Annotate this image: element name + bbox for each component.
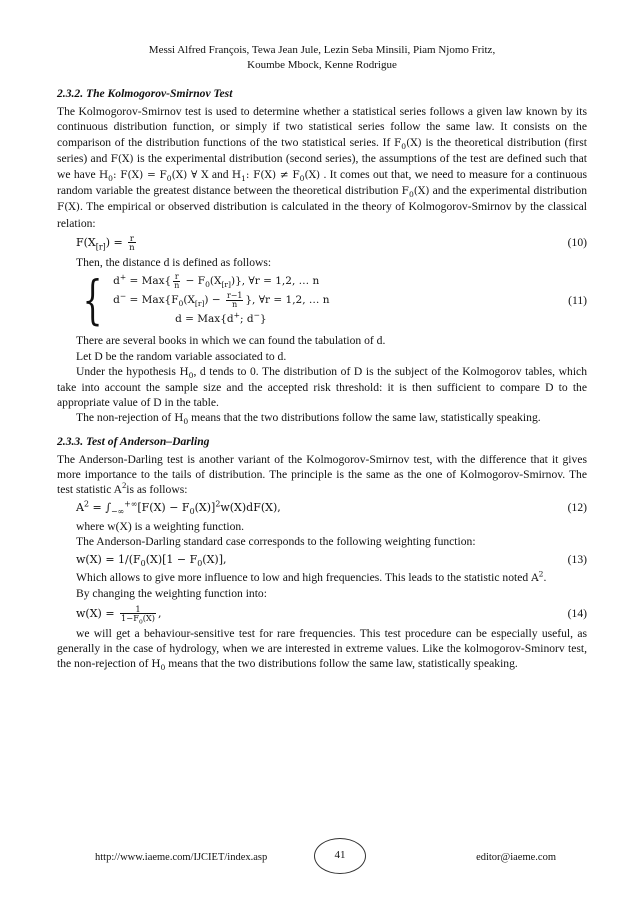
equation-number: (10) bbox=[567, 236, 587, 250]
where-text: where w(X) is a weighting function. bbox=[76, 519, 245, 533]
equation-number: (11) bbox=[568, 294, 587, 308]
page-content bbox=[57, 86, 587, 673]
final-paragraph: we will get a behaviour-sensitive test for rare frequencies. This test procedure can be especially useful, as generally in the case of hydrology, when we are interested in extreme values. Like the kolmogorov-Sminorv test, the non-rejection of $H_0$ means that the two distributions follow the same law, statistically speaking. bbox=[57, 626, 587, 673]
section-heading-ad: 2.3.3. Test of Anderson–Darling bbox=[57, 434, 210, 448]
then-text: Then, the distance d is defined as follows: bbox=[76, 256, 272, 270]
ad-paragraph-1: The Anderson-Darling test is another variant of the Kolmogorov-Smirnov test, with the difference that it gives more importance to the tails of distribution. The principle is the same as the one of Kolmogorov-Smirnov. The test statistic $A^2is$ as follows: bbox=[57, 452, 587, 497]
which-allows-text: Which allows to give more influence to low and high frequencies. This leads to the statistic noted $A^2$. bbox=[76, 569, 547, 585]
standard-case-text: The Anderson-Darling standard case corresponds to the following weighting function: bbox=[76, 534, 476, 548]
ks-paragraph-1: The Kolmogorov-Smirnov test is used to determine whether a statistical series follows a given law known by its continuous distribution function, or simply if two statistical series follow the same law. It consists on the comparison of the distribution functions of the two statistical series. If $F_0(X)$ is the theoretical distribution (first series) and F(X) is the experimental distribution (second series), the assumptions of the test are defined such that we have $H_0$: $F(X) = F_0(X)$ ∀ X and $H_1$: $F(X) \ne F_0(X)$ . It comes out that, we need to measure for a continuous random variable the greatest distance between the theoretical distribution $F_0(X)$ and the experimental distribution F(X). The empirical or observed distribution is calculated in the theory of Kolmogorov-Smirnov by the classical relation: bbox=[57, 105, 588, 230]
books-text: There are several books in which we can found the tabulation of d. bbox=[76, 334, 386, 348]
equation-14: w(X) = $\frac{1}{1-F_0(X)}$ , (14) bbox=[76, 603, 587, 626]
equation-10: $F(X_{[r]})$ = $\frac{r}{n}$ (10) bbox=[76, 232, 587, 253]
paper-page bbox=[57, 0, 587, 903]
non-rejection-text: The non-rejection of $H_0$ means that the two distributions follow the same law, statistically speaking. bbox=[76, 411, 541, 427]
running-header bbox=[57, 43, 587, 73]
page-number-badge: 41 bbox=[314, 838, 366, 874]
journal-url-link[interactable]: http://www.iaeme.com/IJCIET/index.asp bbox=[95, 852, 268, 863]
equation-13: $w(X) = 1/(F_0(X)[1 - F_0(X)]$, (13) bbox=[76, 552, 587, 569]
authors-line-2: Koumbe Mbock, Kenne Rodrigue bbox=[247, 59, 397, 71]
under-hypothesis-text: Under the hypothesis $H_0$, d tends to 0. The distribution of D is the subject of the Kolmogorov tables, which take into account the sample size and the accepted risk threshold: it is then sufficient to compare D to the appropriate value of D in the table. bbox=[57, 364, 587, 410]
section-heading-ks: 2.3.2. The Kolmogorov-Smirnov Test bbox=[57, 87, 233, 100]
page-footer bbox=[57, 838, 587, 872]
equation-number: (13) bbox=[567, 552, 587, 566]
left-brace-icon: { bbox=[82, 270, 103, 331]
equation-11: { d+ = Max{ $\frac{r}{n}$ − $F_0(X_{[r]})$}, ∀r = 1,2, … n $d^- = Max\{F_0(X_{[r]})$ − $\frac{r-1}{n}$ }, ∀r = 1,2, … n d = Max{d+; d−} (11) bbox=[82, 270, 587, 331]
let-text: Let D be the random variable associated to d. bbox=[76, 349, 287, 363]
editor-email-link[interactable]: editor@iaeme.com bbox=[476, 852, 556, 863]
authors-line-1: Messi Alfred François, Tewa Jean Jule, Lezin Seba Minsili, Piam Njomo Fritz, bbox=[148, 44, 496, 56]
equation-number: (12) bbox=[567, 501, 587, 515]
changing-text: By changing the weighting function into: bbox=[76, 587, 267, 601]
equation-12: $A^2 = \int_{-\infty}^{+\infty}[F(X) - F_0(X)]^2w(X)dF(X)$, (12) bbox=[76, 499, 587, 517]
equation-number: (14) bbox=[567, 607, 587, 621]
